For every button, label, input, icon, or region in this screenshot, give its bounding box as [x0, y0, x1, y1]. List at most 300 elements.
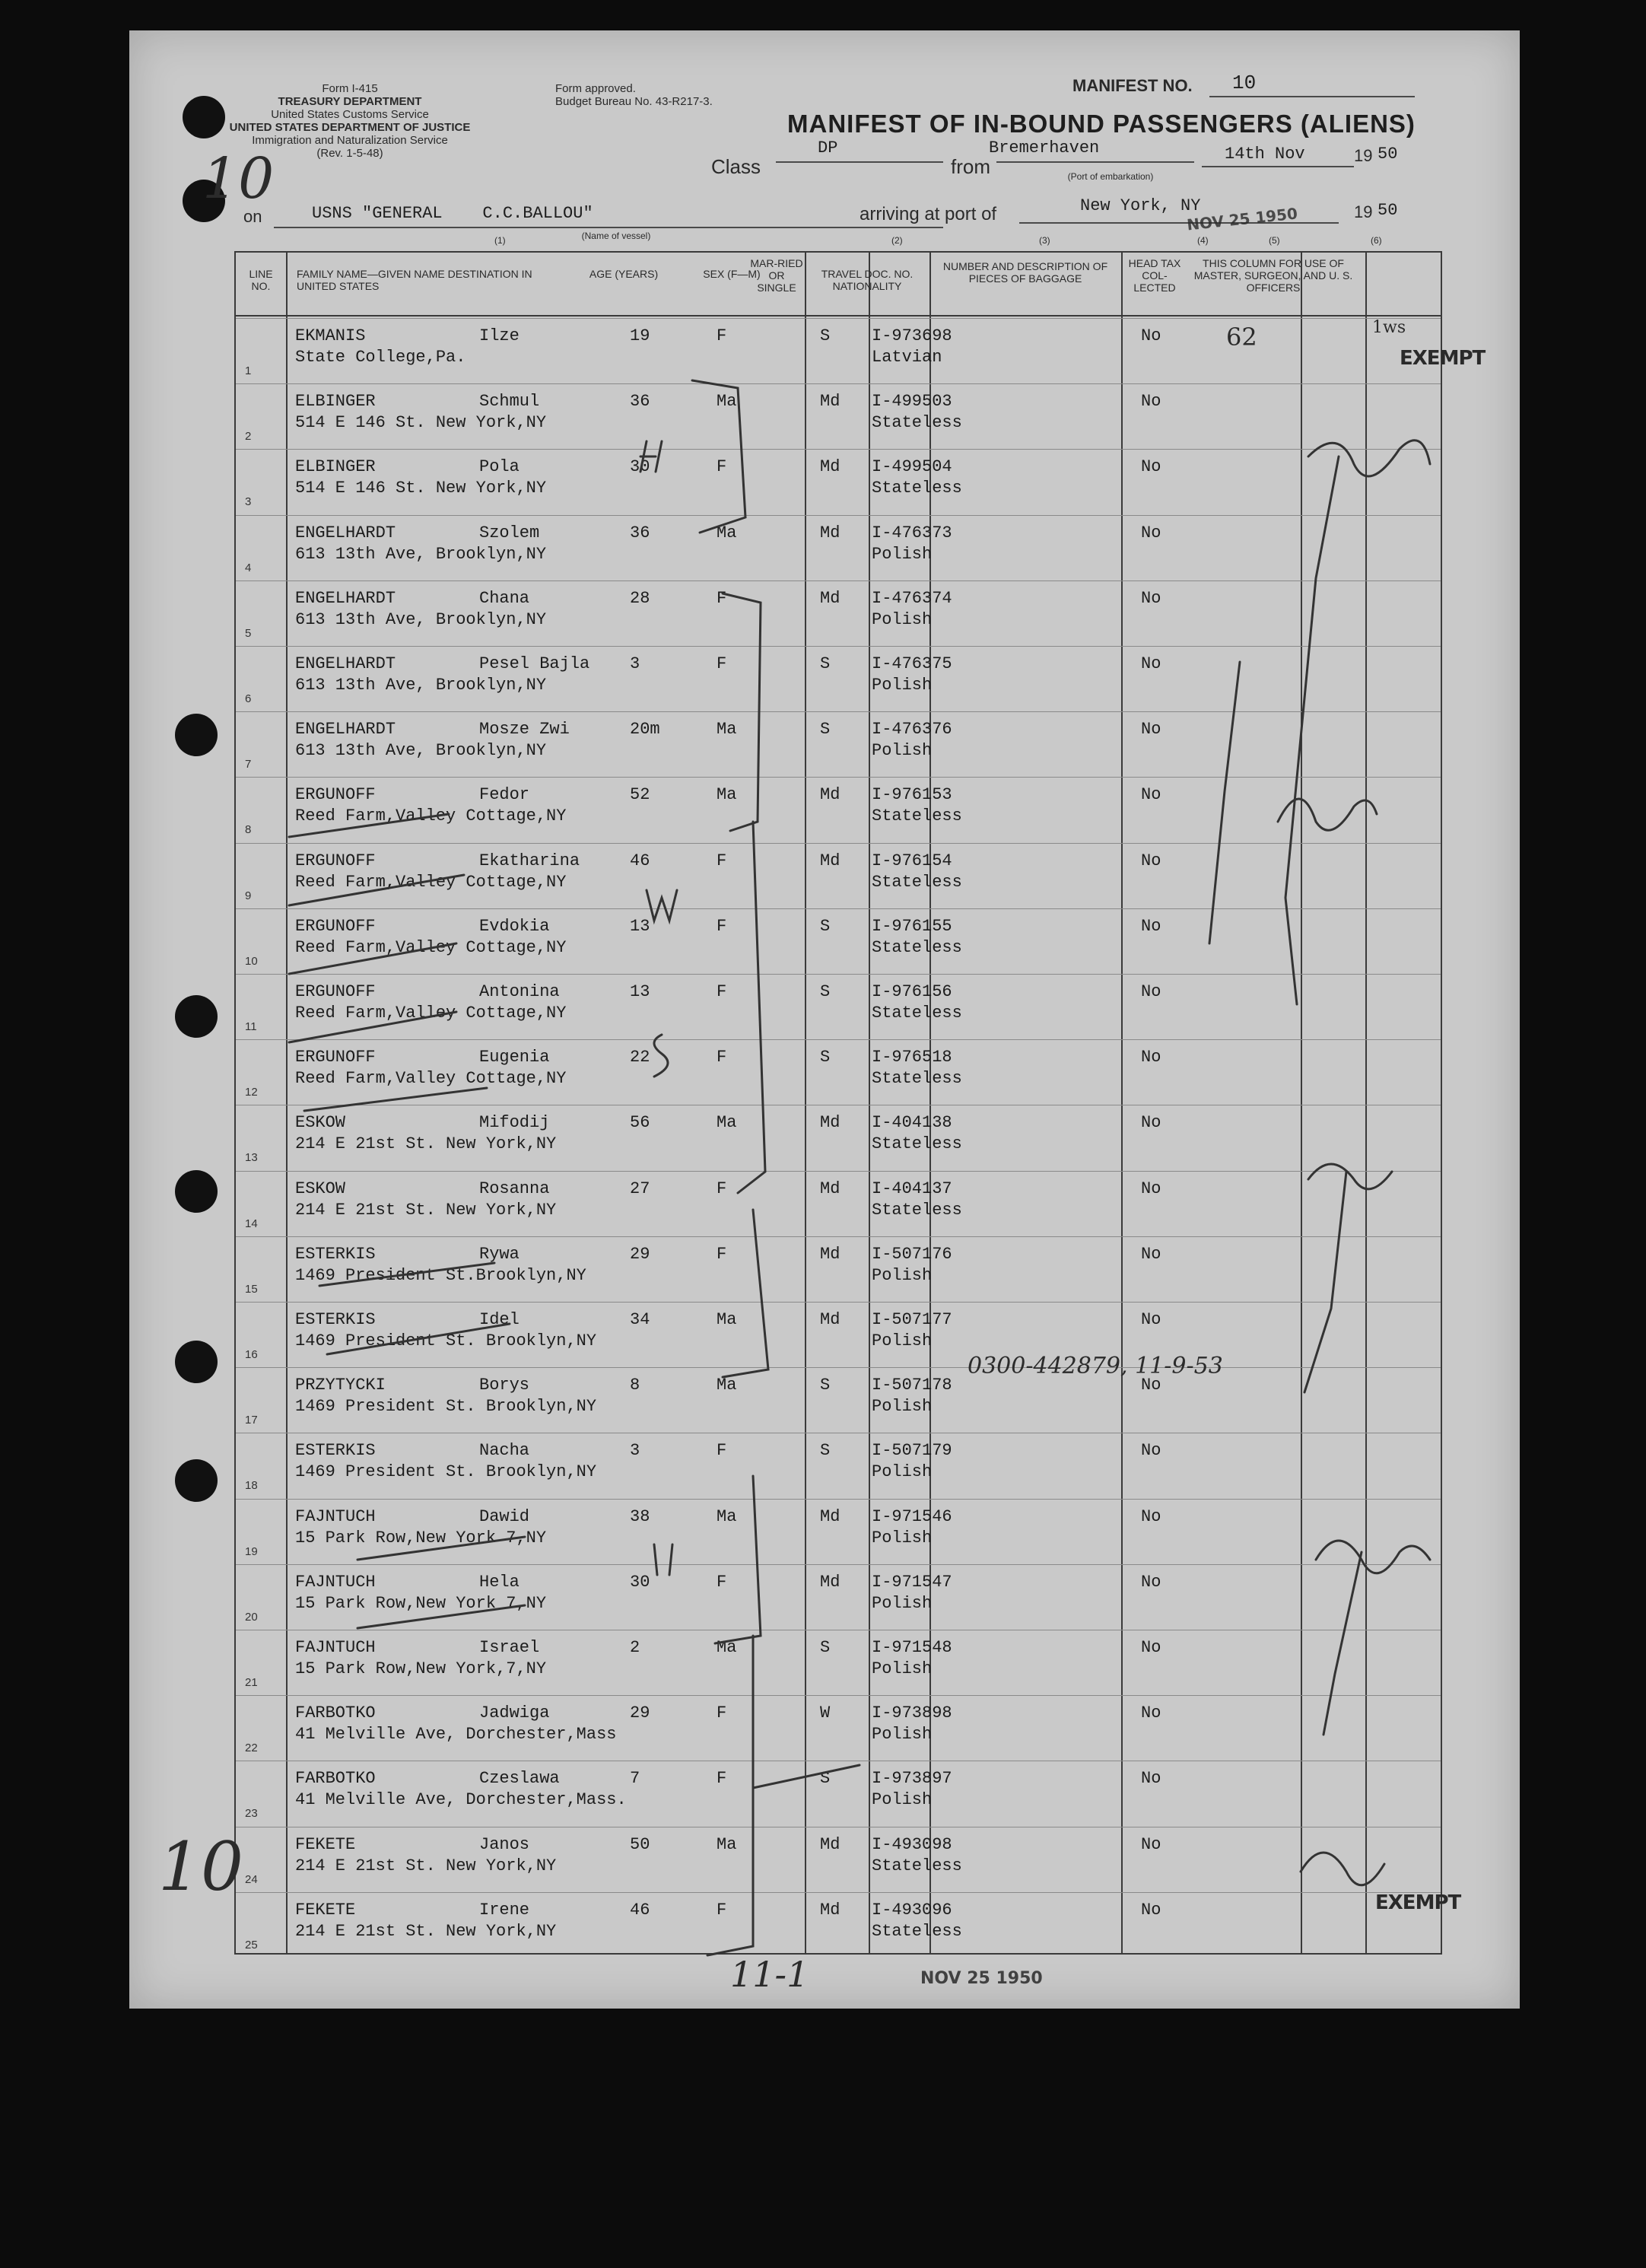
col-header-sex: SEX (F—M) [703, 268, 761, 280]
line-number: 11 [245, 1020, 257, 1033]
destination: 613 13th Ave, Brooklyn,NY [295, 544, 547, 564]
table-row [236, 646, 1441, 712]
age: 52 [630, 785, 650, 805]
family-name: ESTERKIS [295, 1310, 376, 1329]
underline [1202, 166, 1354, 167]
line-number: 18 [245, 1479, 258, 1493]
given-name: Fedor [479, 785, 530, 805]
destination: Reed Farm,Valley Cottage,NY [295, 872, 567, 892]
sex: F [717, 916, 727, 936]
line-number: 9 [245, 889, 252, 902]
age: 3 [630, 1441, 640, 1461]
head-tax: No [1141, 982, 1161, 1001]
head-tax: No [1141, 1113, 1161, 1133]
destination: 15 Park Row,New York 7,NY [295, 1528, 547, 1548]
col-header-line: LINE NO. [249, 268, 273, 292]
age: 46 [630, 1900, 650, 1920]
sex: Ma [717, 523, 737, 542]
sex: F [717, 1048, 727, 1067]
port-caption: (Port of embarkation) [1067, 171, 1154, 182]
on-label: on [243, 207, 262, 226]
age: 13 [630, 982, 650, 1001]
marital-status: S [820, 720, 831, 740]
head-tax: No [1141, 1179, 1161, 1198]
given-name: Mosze Zwi [479, 720, 570, 740]
family-name: ELBINGER [295, 457, 376, 477]
sex: Ma [717, 785, 737, 805]
table-row [236, 1695, 1441, 1761]
header-rule [236, 315, 1441, 317]
travel-doc-no: I-973897 [872, 1769, 952, 1789]
marital-status: S [820, 326, 831, 345]
destination: 214 E 21st St. New York,NY [295, 1856, 557, 1875]
table-row [236, 777, 1441, 843]
age: 19 [630, 326, 650, 345]
line-number: 13 [245, 1151, 258, 1165]
travel-doc-no: I-507177 [872, 1310, 952, 1329]
age: 8 [630, 1376, 640, 1395]
approval-line: Form approved. [555, 82, 636, 95]
binder-hole [175, 714, 218, 756]
form-number: Form I-415 [322, 82, 378, 95]
family-name: ESKOW [295, 1113, 346, 1133]
underline [1209, 96, 1415, 97]
line-number: 8 [245, 823, 252, 837]
line-number: 24 [245, 1872, 258, 1886]
sex: F [717, 1703, 727, 1723]
nationality: Stateless [872, 872, 962, 892]
line-number: 6 [245, 692, 252, 705]
family-name: FAJNTUCH [295, 1638, 376, 1657]
marital-status: Md [820, 1572, 840, 1592]
line-number: 19 [245, 1544, 258, 1558]
col-number: (1) [494, 235, 506, 246]
given-name: Rywa [479, 1244, 520, 1264]
approval-block [555, 82, 783, 108]
arriving-label: arriving at port of [860, 204, 997, 224]
age: 29 [630, 1703, 650, 1723]
year-prefix: 19 [1354, 146, 1373, 165]
sex: Ma [717, 720, 737, 740]
marital-status: Md [820, 1310, 840, 1329]
exempt-stamp-bottom: EXEMPT [1375, 1891, 1461, 1914]
marital-status: Md [820, 1179, 840, 1198]
age: 50 [630, 1834, 650, 1854]
family-name: ENGELHARDT [295, 588, 396, 608]
col-header-baggage: NUMBER AND DESCRIPTION OF PIECES OF BAGGAGE [942, 260, 1108, 285]
travel-doc-no: I-507176 [872, 1244, 952, 1264]
age: 46 [630, 851, 650, 870]
age: 34 [630, 1310, 650, 1329]
travel-doc-no: I-976155 [872, 916, 952, 936]
form-revision: (Rev. 1-5-48) [316, 147, 383, 160]
family-name: ENGELHARDT [295, 720, 396, 740]
destination: 41 Melville Ave, Dorchester,Mass [295, 1725, 617, 1745]
given-name: Pola [479, 457, 520, 477]
destination: 514 E 146 St. New York,NY [295, 479, 547, 498]
table-row [236, 1499, 1441, 1565]
age: 36 [630, 523, 650, 542]
marital-status: W [820, 1703, 831, 1723]
travel-doc-no: I-493096 [872, 1900, 952, 1920]
travel-doc-no: I-971548 [872, 1638, 952, 1657]
nationality: Stateless [872, 806, 962, 826]
destination: 613 13th Ave, Brooklyn,NY [295, 609, 547, 629]
family-name: FAJNTUCH [295, 1572, 376, 1592]
table-row [236, 581, 1441, 647]
given-name: Jadwiga [479, 1703, 550, 1723]
age: 2 [630, 1638, 640, 1657]
budget-line: Budget Bureau No. 43-R217-3. [555, 95, 713, 108]
age: 27 [630, 1179, 650, 1198]
line-number: 4 [245, 561, 252, 574]
age: 3 [630, 654, 640, 673]
col-header-travel: TRAVEL DOC. NO. NATIONALITY [821, 268, 914, 292]
given-name: Rosanna [479, 1179, 550, 1198]
travel-doc-no: I-476376 [872, 720, 952, 740]
destination: 1469 President St.Brooklyn,NY [295, 1265, 586, 1285]
nationality: Polish [872, 1331, 933, 1350]
table-row [236, 1039, 1441, 1105]
table-row [236, 1367, 1441, 1433]
travel-doc-no: I-976153 [872, 785, 952, 805]
travel-doc-no: I-493098 [872, 1834, 952, 1854]
travel-doc-no: I-971547 [872, 1572, 952, 1592]
family-name: FAJNTUCH [295, 1506, 376, 1526]
margin-number-top: 10 [202, 146, 275, 212]
vessel-name: USNS "GENERAL C.C.BALLOU" [312, 204, 593, 223]
arrival-port: New York, NY [1080, 196, 1201, 215]
travel-doc-no: I-976156 [872, 982, 952, 1001]
table-row [236, 449, 1441, 515]
family-name: FEKETE [295, 1834, 356, 1854]
destination: 1469 President St. Brooklyn,NY [295, 1331, 597, 1350]
age: 29 [630, 1244, 650, 1264]
table-row [236, 711, 1441, 778]
head-tax: No [1141, 1441, 1161, 1461]
line-number: 16 [245, 1348, 258, 1361]
sex: F [717, 588, 727, 608]
head-tax: No [1141, 851, 1161, 870]
sex: Ma [717, 1310, 737, 1329]
nationality: Polish [872, 1265, 933, 1285]
manifest-no-label: MANIFEST NO. [1072, 76, 1193, 95]
table-row [236, 974, 1441, 1040]
marital-status: Md [820, 1506, 840, 1526]
travel-doc-no: I-973698 [872, 326, 952, 345]
sex: F [717, 1900, 727, 1920]
binder-hole [183, 96, 225, 138]
family-name: FARBOTKO [295, 1703, 376, 1723]
travel-doc-no: I-476374 [872, 588, 952, 608]
marital-status: Md [820, 523, 840, 542]
table-row [236, 1236, 1441, 1303]
marital-status: Md [820, 785, 840, 805]
nationality: Polish [872, 1659, 933, 1678]
head-tax: No [1141, 1048, 1161, 1067]
family-name: ERGUNOFF [295, 916, 376, 936]
nationality: Polish [872, 1397, 933, 1417]
col-header-tax: HEAD TAX COL-LECTED [1128, 257, 1181, 294]
sex: F [717, 654, 727, 673]
line-number: 10 [245, 954, 258, 968]
nationality: Polish [872, 1790, 933, 1810]
marital-status: Md [820, 392, 840, 412]
table-row [236, 318, 1441, 384]
age: 22 [630, 1048, 650, 1067]
from-label: from [951, 155, 990, 178]
destination: Reed Farm,Valley Cottage,NY [295, 806, 567, 826]
family-name: ESTERKIS [295, 1441, 376, 1461]
given-name: Ekatharina [479, 851, 580, 870]
customs-service: United States Customs Service [271, 108, 429, 121]
family-name: ERGUNOFF [295, 851, 376, 870]
underline [274, 227, 943, 228]
given-name: Janos [479, 1834, 530, 1854]
nationality: Stateless [872, 1856, 962, 1875]
destination: 514 E 146 St. New York,NY [295, 413, 547, 433]
table-row [236, 383, 1441, 450]
nationality: Polish [872, 1462, 933, 1482]
nationality: Polish [872, 1528, 933, 1548]
line-number: 20 [245, 1610, 258, 1624]
signature-bottom: 11-1 [730, 1954, 809, 1995]
destination: 15 Park Row,New York 7,NY [295, 1593, 547, 1613]
destination: Reed Farm,Valley Cottage,NY [295, 1004, 567, 1023]
given-name: Israel [479, 1638, 540, 1657]
head-tax: No [1141, 326, 1161, 345]
marital-status: S [820, 1441, 831, 1461]
underline [776, 161, 943, 163]
sex: F [717, 1441, 727, 1461]
travel-doc-no: I-973898 [872, 1703, 952, 1723]
line-number: 3 [245, 495, 252, 509]
head-tax: No [1141, 392, 1161, 412]
family-name: ERGUNOFF [295, 785, 376, 805]
table-row [236, 1827, 1441, 1893]
travel-doc-no: I-976154 [872, 851, 952, 870]
marital-status: S [820, 1769, 831, 1789]
line-number: 21 [245, 1676, 258, 1689]
line-number: 12 [245, 1086, 258, 1099]
travel-doc-no: I-404138 [872, 1113, 952, 1133]
destination: Reed Farm,Valley Cottage,NY [295, 1069, 567, 1089]
table-row [236, 908, 1441, 975]
travel-doc-no: I-499504 [872, 457, 952, 477]
class-value: DP [818, 138, 838, 157]
sex: F [717, 1244, 727, 1264]
line-number: 14 [245, 1217, 258, 1230]
family-name: EKMANIS [295, 326, 366, 345]
col-header-officers: THIS COLUMN FOR USE OF MASTER, SURGEON, AND U. S. OFFICERS [1193, 257, 1353, 294]
age: 20m [630, 720, 660, 740]
ins-service: Immigration and Naturalization Service [252, 134, 448, 147]
from-port: Bremerhaven [989, 138, 1100, 157]
marital-status: Md [820, 1113, 840, 1133]
age: 7 [630, 1769, 640, 1789]
family-name: FEKETE [295, 1900, 356, 1920]
col-number: (5) [1269, 235, 1280, 246]
nationality: Stateless [872, 413, 962, 433]
sex: F [717, 1769, 727, 1789]
table-row [236, 1564, 1441, 1630]
underline [996, 161, 1194, 163]
sex: F [717, 457, 727, 477]
destination: 214 E 21st St. New York,NY [295, 1200, 557, 1220]
table-row [236, 1630, 1441, 1696]
marital-status: Md [820, 851, 840, 870]
page-title: MANIFEST OF IN-BOUND PASSENGERS (ALIENS) [787, 110, 1416, 138]
age: 30 [630, 457, 650, 477]
binder-hole [175, 1170, 218, 1213]
marital-status: S [820, 1638, 831, 1657]
marital-status: Md [820, 1900, 840, 1920]
marital-status: Md [820, 1834, 840, 1854]
family-name: PRZYTYCKI [295, 1376, 386, 1395]
col-number: (6) [1371, 235, 1382, 246]
year-value: 50 [1377, 145, 1398, 164]
line-number: 17 [245, 1414, 258, 1427]
nationality: Stateless [872, 1921, 962, 1941]
nationality: Latvian [872, 348, 942, 367]
travel-doc-no: I-476375 [872, 654, 952, 673]
table-row [236, 515, 1441, 581]
line-number: 1 [245, 364, 252, 377]
sex: F [717, 326, 727, 345]
age: 13 [630, 916, 650, 936]
binder-hole [175, 1459, 218, 1502]
manifest-page [129, 30, 1520, 2009]
head-tax: No [1141, 720, 1161, 740]
destination: State College,Pa. [295, 348, 466, 367]
passenger-table [234, 251, 1486, 1955]
travel-doc-no: I-507179 [872, 1441, 952, 1461]
sex: F [717, 1572, 727, 1592]
family-name: FARBOTKO [295, 1769, 376, 1789]
date-stamp-bottom: NOV 25 1950 [920, 1969, 1043, 1988]
travel-doc-no: I-499503 [872, 392, 952, 412]
marital-status: Md [820, 457, 840, 477]
travel-doc-no: I-404137 [872, 1179, 952, 1198]
destination: Reed Farm,Valley Cottage,NY [295, 937, 567, 957]
marital-status: S [820, 916, 831, 936]
marital-status: S [820, 1376, 831, 1395]
manifest-no: 10 [1232, 72, 1257, 94]
nationality: Stateless [872, 479, 962, 498]
arrival-year-prefix: 19 [1354, 202, 1373, 221]
head-tax: No [1141, 916, 1161, 936]
travel-doc-no: I-507178 [872, 1376, 952, 1395]
destination: 613 13th Ave, Brooklyn,NY [295, 741, 547, 761]
line-number: 5 [245, 626, 252, 640]
given-name: Czeslawa [479, 1769, 560, 1789]
binder-hole [175, 995, 218, 1038]
marital-status: S [820, 982, 831, 1001]
departure-date: 14th Nov [1225, 145, 1305, 164]
destination: 15 Park Row,New York,7,NY [295, 1659, 547, 1678]
line-number: 25 [245, 1938, 258, 1951]
given-name: Antonina [479, 982, 560, 1001]
travel-doc-no: I-476373 [872, 523, 952, 542]
officer-initials: 1ws [1372, 318, 1406, 337]
sex: Ma [717, 1834, 737, 1854]
destination: 214 E 21st St. New York,NY [295, 1134, 557, 1154]
baggage-count: 62 [1226, 323, 1257, 351]
line-number: 7 [245, 758, 252, 771]
nationality: Polish [872, 1725, 933, 1745]
given-name: Pesel Bajla [479, 654, 590, 673]
destination: 613 13th Ave, Brooklyn,NY [295, 676, 547, 695]
sex: Ma [717, 392, 737, 412]
family-name: ENGELHARDT [295, 654, 396, 673]
given-name: Szolem [479, 523, 540, 542]
head-tax: No [1141, 1310, 1161, 1329]
nationality: Stateless [872, 1004, 962, 1023]
given-name: Schmul [479, 392, 540, 412]
nationality: Polish [872, 741, 933, 761]
nationality: Stateless [872, 1200, 962, 1220]
date-stamp-top: NOV 25 1950 [1186, 204, 1298, 234]
marital-status: Md [820, 1244, 840, 1264]
line-number: 22 [245, 1742, 258, 1755]
line-number: 2 [245, 430, 252, 444]
given-name: Hela [479, 1572, 520, 1592]
sex: Ma [717, 1638, 737, 1657]
age: 36 [630, 392, 650, 412]
nationality: Polish [872, 609, 933, 629]
marital-status: S [820, 1048, 831, 1067]
binder-hole [175, 1341, 218, 1383]
given-name: Nacha [479, 1441, 530, 1461]
head-tax: No [1141, 785, 1161, 805]
exempt-stamp-top: EXEMPT [1400, 347, 1486, 370]
marital-status: S [820, 654, 831, 673]
nationality: Polish [872, 544, 933, 564]
head-tax: No [1141, 457, 1161, 477]
dept-treasury: TREASURY DEPARTMENT [278, 95, 422, 108]
head-tax: No [1141, 1572, 1161, 1592]
col-number: (4) [1197, 235, 1209, 246]
head-tax: No [1141, 1506, 1161, 1526]
sex: F [717, 982, 727, 1001]
arrival-year: 50 [1377, 201, 1398, 220]
nationality: Polish [872, 676, 933, 695]
head-tax: No [1141, 1769, 1161, 1789]
given-name: Chana [479, 588, 530, 608]
travel-doc-no: I-976518 [872, 1048, 952, 1067]
table-row [236, 1761, 1441, 1827]
family-name: ENGELHARDT [295, 523, 396, 542]
sex: Ma [717, 1376, 737, 1395]
given-name: Ilze [479, 326, 520, 345]
nationality: Stateless [872, 1069, 962, 1089]
given-name: Borys [479, 1376, 530, 1395]
table-row [236, 1105, 1441, 1171]
head-tax: No [1141, 654, 1161, 673]
head-tax: No [1141, 523, 1161, 542]
class-label: Class [711, 155, 761, 178]
dept-justice: UNITED STATES DEPARTMENT OF JUSTICE [229, 121, 471, 134]
col-number: (2) [891, 235, 903, 246]
given-name: Eugenia [479, 1048, 550, 1067]
head-tax: No [1141, 1244, 1161, 1264]
col-header-married: MAR-RIED OR SINGLE [750, 257, 803, 294]
head-tax: No [1141, 1834, 1161, 1854]
line-number: 23 [245, 1807, 258, 1821]
sex: F [717, 1179, 727, 1198]
given-name: Idel [479, 1310, 520, 1329]
family-name: ESKOW [295, 1179, 346, 1198]
